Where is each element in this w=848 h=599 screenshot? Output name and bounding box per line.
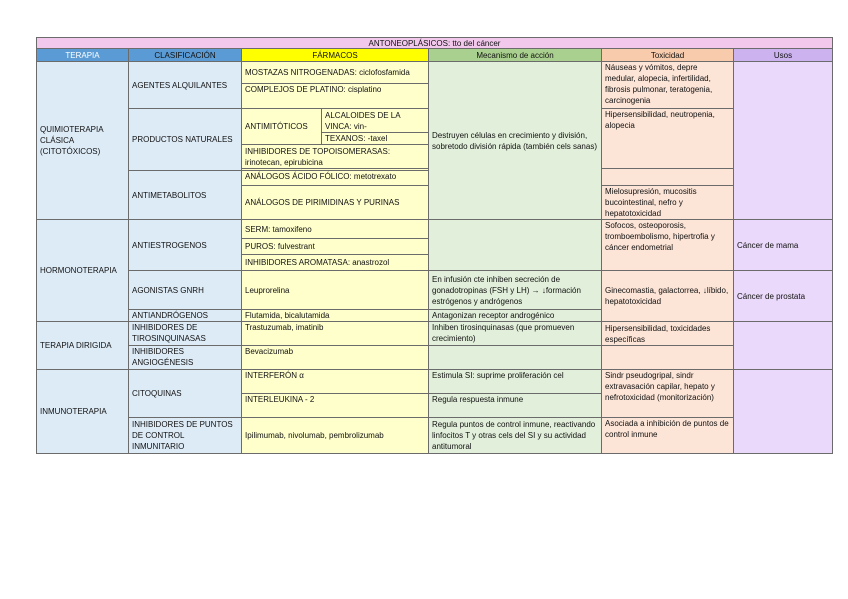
toxicidad-angiogenesis — [602, 346, 734, 370]
farmaco-flutamida: Flutamida, bicalutamida — [242, 310, 429, 322]
clasificacion-antiestrogenos: ANTIESTROGENOS — [129, 220, 242, 271]
terapia-hormonoterapia: HORMONOTERAPIA — [37, 220, 129, 322]
farmaco-aromatasa: INHIBIDORES AROMATASA: anastrozol — [242, 255, 429, 271]
mecanismo-tirosinquinasas: Inhiben tirosinquinasas (que promueven crecimiento) — [429, 322, 602, 346]
clasificacion-citoquinas: CITOQUINAS — [129, 370, 242, 418]
uso-cancer-prostata: Cáncer de prostata — [734, 271, 833, 322]
farmaco-trastuzumab: Trastuzumab, imatinib — [242, 322, 429, 346]
mecanismo-antiandrogenos: Antagonizan receptor androgénico — [429, 310, 602, 322]
clasificacion-puntos-control: INHIBIDORES DE PUNTOS DE CONTROL INMUNITARIO — [129, 418, 242, 454]
farmaco-interleukina: INTERLEUKINA - 2 — [242, 394, 429, 418]
header-usos: Usos — [734, 49, 833, 62]
farmaco-antimitoticos: ANTIMITÓTICOS — [242, 109, 322, 145]
farmaco-platino: COMPLEJOS DE PLATINO: cisplatino — [242, 84, 429, 109]
toxicidad-antiestrogenos: Sofocos, osteoporosis, tromboembolismo, hipertrofia y cáncer endometrial — [602, 220, 734, 271]
terapia-dirigida: TERAPIA DIRIGIDA — [37, 322, 129, 370]
farmaco-mostazas: MOSTAZAS NITROGENADAS: ciclofosfamida — [242, 62, 429, 84]
header-mecanismo: Mecanismo de acción — [429, 49, 602, 62]
farmaco-topoisomerasas: INHIBIDORES DE TOPOISOMERASAS: irinotecan, epirubicina — [242, 145, 429, 169]
clasificacion-antimetabolitos: ANTIMETABOLITOS — [129, 171, 242, 220]
clasificacion-alquilantes: AGENTES ALQUILANTES — [129, 62, 242, 109]
farmaco-alcaloides: ALCALOIDES DE LA VINCA: vin- — [322, 109, 429, 133]
toxicidad-tirosinquinasas: Hipersensibilidad, toxicidades específicas — [602, 322, 734, 346]
header-farmacos: FÁRMACOS — [242, 49, 429, 62]
farmaco-pirimidinas: ANÁLOGOS DE PIRIMIDINAS Y PURINAS — [242, 186, 429, 220]
usos-dirigida — [734, 322, 833, 370]
clasificacion-naturales: PRODUCTOS NATURALES — [129, 109, 242, 171]
toxicidad-citoquinas: Sindr pseudogripal, sindr extravasación capilar, hepato y nefrotoxicidad (monitorización) — [602, 370, 734, 418]
uso-cancer-mama: Cáncer de mama — [734, 220, 833, 271]
clasificacion-agonistas: AGONISTAS GNRH — [129, 271, 242, 310]
toxicidad-empty — [602, 169, 734, 186]
toxicidad-naturales: Hipersensibilidad, neutropenia, alopecia — [602, 109, 734, 169]
clasificacion-tirosinquinasas: INHIBIDORES DE TIROSINQUINASAS — [129, 322, 242, 346]
mecanismo-agonistas: En infusión cte inhiben secreción de gonadotropinas (FSH y LH) → ↓formación estrógenos y andrógenos — [429, 271, 602, 310]
toxicidad-puntos-control: Asociada a inhibición de puntos de control inmune — [602, 418, 734, 454]
mecanismo-interferon: Estimula SI: suprime proliferación cel — [429, 370, 602, 394]
antineoplasicos-table — [36, 37, 833, 454]
terapia-inmunoterapia: INMUNOTERAPIA — [37, 370, 129, 454]
toxicidad-agonistas: Ginecomastia, galactorrea, ↓líbido, hepatotoxicidad — [602, 271, 734, 322]
mecanismo-antiestrogenos — [429, 220, 602, 271]
mecanismo-angiogenesis — [429, 346, 602, 370]
farmaco-puros: PUROS: fulvestrant — [242, 239, 429, 255]
farmaco-ipilimumab: Ipilimumab, nivolumab, pembrolizumab — [242, 418, 429, 454]
usos-inmunoterapia — [734, 370, 833, 454]
table-title: ANTONEOPLÁSICOS: tto del cáncer — [37, 38, 833, 49]
usos-quimioterapia — [734, 62, 833, 220]
farmaco-interferon: INTERFERÓN α — [242, 370, 429, 394]
header-row — [37, 49, 833, 62]
farmaco-folico: ANÁLOGOS ÁCIDO FÓLICO: metotrexato — [242, 171, 429, 186]
clasificacion-antiandrogenos: ANTIANDRÓGENOS — [129, 310, 242, 322]
header-clasificacion: CLASIFICACIÓN — [129, 49, 242, 62]
terapia-quimioterapia: QUIMIOTERAPIA CLÁSICA (CITOTÓXICOS) — [37, 62, 129, 220]
mecanismo-puntos-control: Regula puntos de control inmune, reactivando linfocitos T y otras cels del SI y su actividad antitumoral — [429, 418, 602, 454]
mecanismo-interleukina: Regula respuesta inmune — [429, 394, 602, 418]
farmaco-texanos: TEXANOS: -taxel — [322, 133, 429, 145]
toxicidad-alquilantes: Náuseas y vómitos, depre medular, alopecia, infertilidad, fibrosis pulmonar, teratogenia, carcinogenia — [602, 62, 734, 109]
farmaco-serm: SERM: tamoxifeno — [242, 220, 429, 239]
title-row — [37, 38, 833, 49]
clasificacion-angiogenesis: INHIBIDORES ANGIOGÉNESIS — [129, 346, 242, 370]
mecanismo-quimioterapia: Destruyen células en crecimiento y división, sobretodo división rápida (también cels sanas) — [429, 62, 602, 220]
farmaco-bevacizumab: Bevacizumab — [242, 346, 429, 370]
toxicidad-antimetabolitos: Mielosupresión, mucositis bucointestinal, nefro y hepatotoxicidad — [602, 186, 734, 220]
farmaco-leuprorelina: Leuprorelina — [242, 271, 429, 310]
header-terapia: TERAPIA — [37, 49, 129, 62]
header-toxicidad: Toxicidad — [602, 49, 734, 62]
